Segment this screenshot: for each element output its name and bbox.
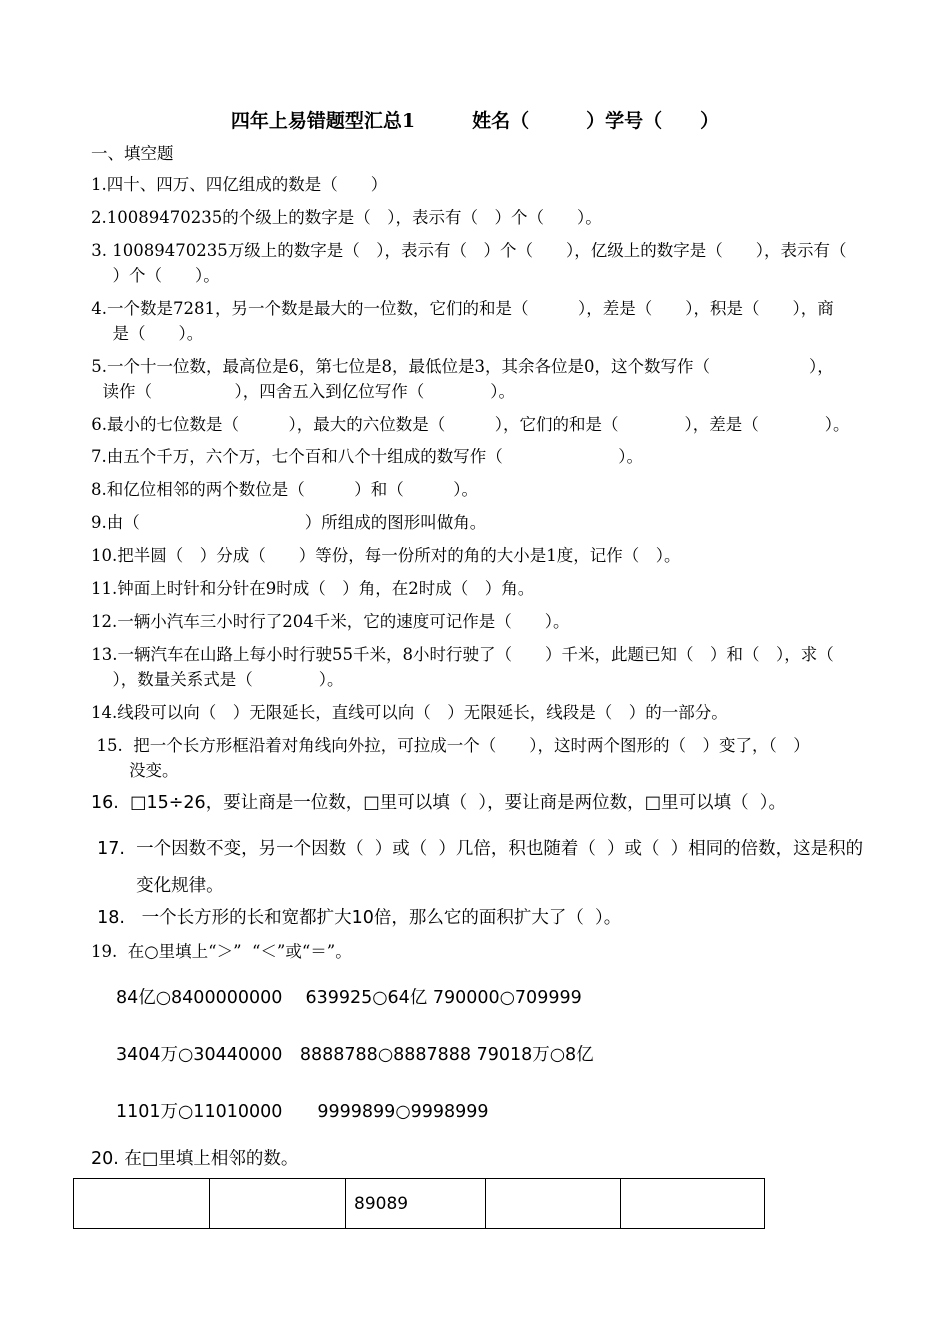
table-cell: 89089 <box>346 1179 486 1229</box>
table-cell[interactable] <box>621 1179 765 1229</box>
question-15-line-1: 15. 把一个长方形框沿着对角线向外拉，可拉成一个（ ），这时两个图形的（ ）变了，（ ） <box>86 736 810 755</box>
question-11: 11.钟面上时针和分针在9时成（ ）角，在2时成（ ）角。 <box>91 579 535 598</box>
question-14: 14.线段可以向（ ）无限延长，直线可以向（ ）无限延长，线段是（ ）的一部分。 <box>91 703 728 722</box>
question-2: 2.10089470235的个级上的数字是（ ），表示有（ ）个（ ）。 <box>91 208 602 227</box>
question-10: 10.把半圆（ ）分成（ ）等份，每一份所对的角的大小是1度，记作（ ）。 <box>91 546 681 565</box>
question-7: 7.由五个千万，六个万，七个百和八个十组成的数写作（ ）。 <box>91 447 643 466</box>
question-6: 6.最小的七位数是（ ），最大的六位数是（ ），它们的和是（ ），差是（ ）。 <box>86 415 850 434</box>
question-5-line-2: 读作（ ），四舍五入到亿位写作（ ）。 <box>86 382 515 401</box>
table-row <box>74 1179 765 1229</box>
question-4-line-1: 4.一个数是7281，另一个数是最大的一位数，它们的和是（ ），差是（ ），积是（ ），商 <box>86 299 834 318</box>
question-13-line-2: ），数量关系式是（ ）。 <box>96 670 344 689</box>
compare-row-2: 3404万○30440000 8888788○8887888 79018万○8亿 <box>116 1045 594 1065</box>
question-5-line-1: 5.一个十一位数，最高位是6，第七位是8，最低位是3，其余各位是0，这个数写作（ ）， <box>86 357 834 376</box>
question-4-line-2: 是（ ）。 <box>96 324 204 343</box>
question-18: 18. 一个长方形的长和宽都扩大10倍，那么它的面积扩大了（ ）。 <box>86 908 622 928</box>
question-15-line-2: 没变。 <box>96 761 179 780</box>
question-16: 16. □15÷26，要让商是一位数，□里可以填（ ），要让商是两位数，□里可以填（ ）。 <box>91 793 787 813</box>
question-3-line-2: ）个（ ）。 <box>96 266 220 285</box>
question-13-line-1: 13.一辆汽车在山路上每小时行驶55千米，8小时行驶了（ ）千米，此题已知（ ）和（ ），求（ <box>86 645 834 664</box>
question-8: 8.和亿位相邻的两个数位是（ ）和（ ）。 <box>91 480 478 499</box>
question-12: 12.一辆小汽车三小时行了204千米，它的速度可记作是（ ）。 <box>91 612 570 631</box>
question-1: 1.四十、四万、四亿组成的数是（ ） <box>91 175 388 194</box>
neighbor-number-table <box>73 1178 765 1229</box>
table-cell[interactable] <box>210 1179 346 1229</box>
compare-row-1: 84亿○8400000000 639925○64亿 790000○709999 <box>116 988 582 1008</box>
table-cell[interactable] <box>74 1179 210 1229</box>
question-17-line-2: 变化规律。 <box>86 876 224 896</box>
question-19: 19. 在○里填上“＞” “＜”或“＝”。 <box>91 942 352 961</box>
question-17-line-1: 17. 一个因数不变，另一个因数（ ）或（ ）几倍，积也随着（ ）或（ ）相同的倍数，这是积的 <box>86 839 864 859</box>
table-cell[interactable] <box>486 1179 621 1229</box>
worksheet-title: 四年上易错题型汇总1 姓名（ ）学号（ ） <box>230 110 720 132</box>
question-9: 9.由（ ）所组成的图形叫做角。 <box>91 513 487 532</box>
question-20: 20. 在□里填上相邻的数。 <box>91 1149 299 1169</box>
section-heading: 一、填空题 <box>91 144 174 163</box>
question-3-line-1: 3. 10089470235万级上的数字是（ ），表示有（ ）个（ ），亿级上的数字是（ ），表示有（ <box>86 241 847 260</box>
compare-row-3: 1101万○11010000 9999899○9998999 <box>116 1102 489 1122</box>
